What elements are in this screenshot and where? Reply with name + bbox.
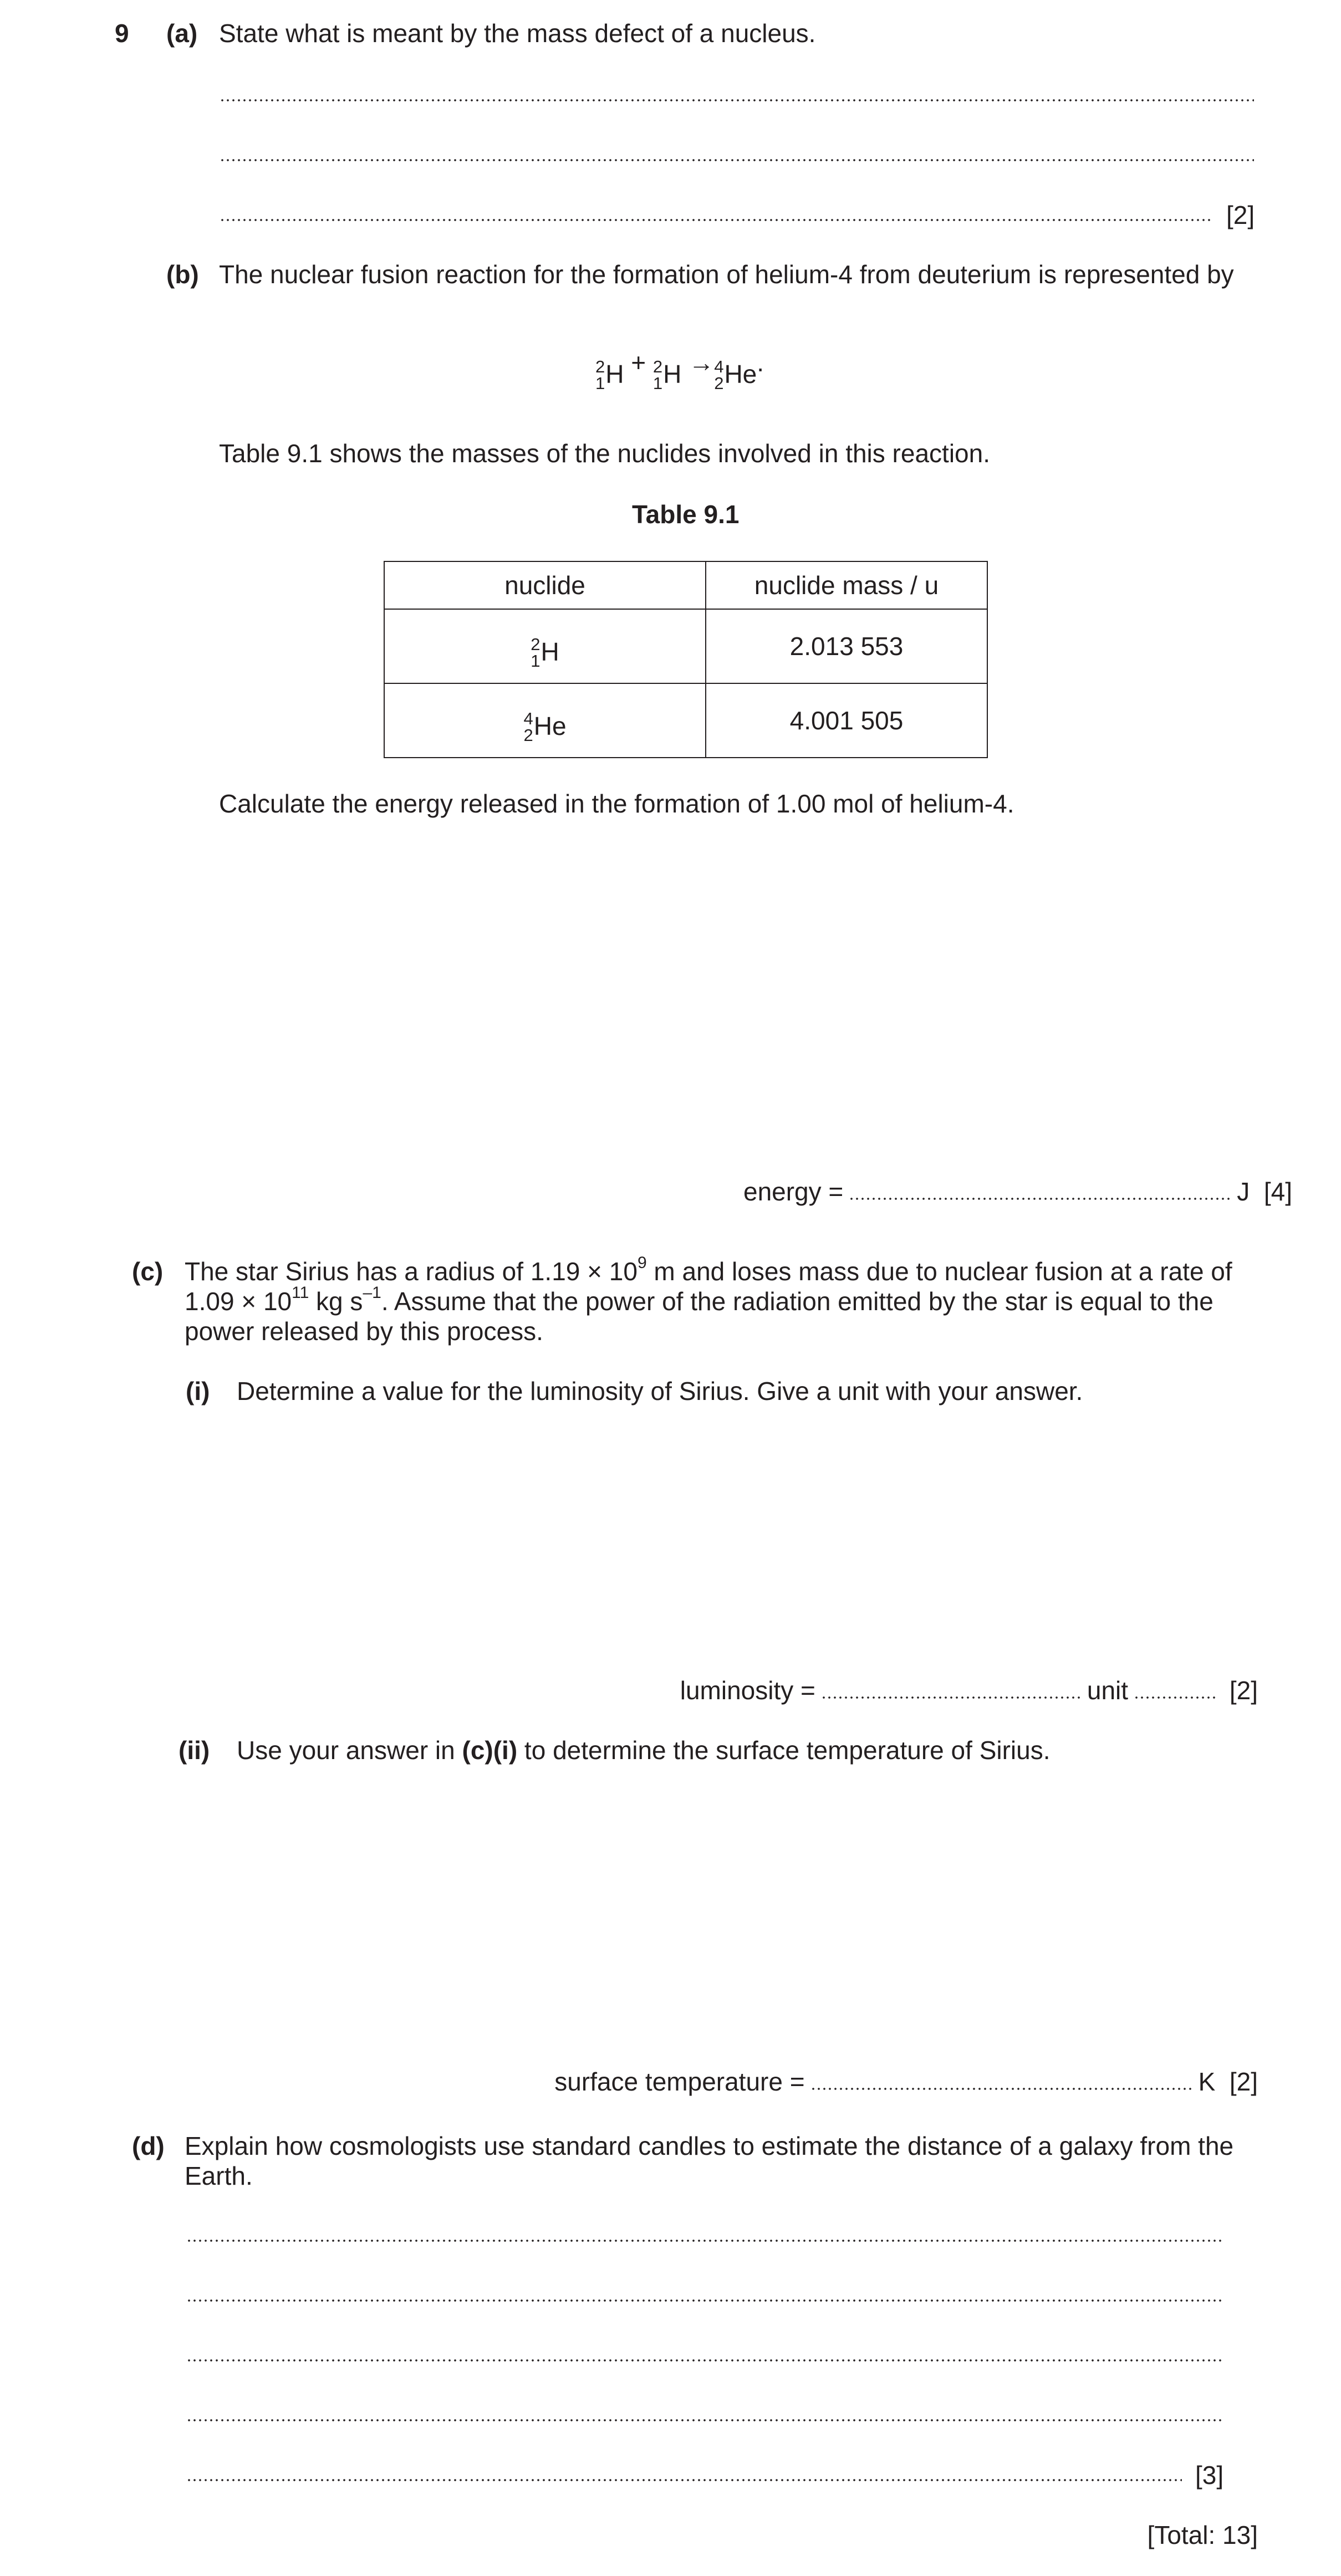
part-cii-label: (ii)	[179, 1736, 210, 1765]
energy-answer-label: energy =	[743, 1177, 844, 1206]
energy-answer-field[interactable]	[849, 1197, 1231, 1200]
part-c-label: (c)	[132, 1257, 164, 1286]
marks-b: [4]	[1263, 1177, 1292, 1206]
nuclide-mass-table	[384, 561, 988, 758]
answer-line-d-1[interactable]	[186, 2239, 1222, 2242]
table-cell-nuclide: 2 1 H	[384, 609, 706, 683]
temperature-answer-row	[554, 2066, 1258, 2097]
table-intro: Table 9.1 shows the masses of the nuclides involved in this reaction.	[219, 439, 990, 468]
table-header-nuclide: nuclide	[384, 561, 706, 609]
energy-unit: J	[1237, 1177, 1250, 1206]
marks-cii: [2]	[1229, 2067, 1258, 2096]
part-b-label: (b)	[166, 260, 199, 289]
part-cii-question: Use your answer in (c)(i) to determine the surface temperature of Sirius.	[237, 1736, 1051, 1765]
answer-line-d-2[interactable]	[186, 2299, 1222, 2302]
part-d-line-1: Explain how cosmologists use standard candles to estimate the distance of a galaxy from the	[185, 2132, 1234, 2160]
question-number: 9	[115, 19, 129, 48]
energy-answer-row	[743, 1176, 1292, 1207]
arrow-icon: →	[689, 348, 715, 377]
marks-ci: [2]	[1229, 1676, 1258, 1705]
table-title: Table 9.1	[632, 500, 740, 529]
part-a-label: (a)	[166, 19, 198, 48]
luminosity-answer-label: luminosity =	[680, 1676, 815, 1705]
temperature-answer-label: surface temperature =	[554, 2067, 805, 2096]
luminosity-answer-field[interactable]	[821, 1696, 1082, 1699]
nuclide-deuterium-2: 2 1 H	[652, 357, 682, 393]
table-row	[384, 683, 987, 758]
part-b-intro: The nuclear fusion reaction for the formation of helium-4 from deuterium is represented by	[219, 260, 1234, 289]
table-cell-mass: 4.001 505	[706, 683, 987, 758]
part-c-line-2: $1.09 \times 10^{11}$ kg $s^{-1}$. Assume that the power of the radiation emitted by the star is equal to the	[185, 1283, 1213, 1316]
part-d-line-2: Earth.	[185, 2161, 253, 2190]
part-c-line-1: The star Sirius has a radius of $1.19 \times 10^9$ m and loses mass due to nuclear fusion at a rate of	[185, 1253, 1232, 1286]
part-a-question: State what is meant by the mass defect of a nucleus.	[219, 19, 816, 48]
answer-line-a-2[interactable]	[220, 159, 1254, 162]
temperature-unit: K	[1198, 2067, 1216, 2096]
answer-line-d-3[interactable]	[186, 2359, 1222, 2362]
answer-line-a-1[interactable]	[220, 99, 1254, 102]
nuclide-helium-4: 4 2 He	[714, 357, 757, 393]
answer-line-a-3[interactable]	[220, 218, 1212, 222]
part-c-line-3: power released by this process.	[185, 1317, 543, 1346]
unit-label: unit	[1087, 1676, 1129, 1705]
marks-d: [3]	[1195, 2461, 1224, 2490]
answer-line-d-4[interactable]	[186, 2419, 1222, 2422]
luminosity-answer-row	[680, 1675, 1258, 1706]
part-d-label: (d)	[132, 2132, 165, 2160]
part-ci-question: Determine a value for the luminosity of Sirius. Give a unit with your answer.	[237, 1377, 1083, 1405]
fusion-equation: 2 1 H + 2 1 H → 4 2 He .	[595, 348, 764, 393]
table-cell-mass: 2.013 553	[706, 609, 987, 683]
answer-line-d-5[interactable]	[186, 2478, 1182, 2482]
nuclide-deuterium-1: 2 1 H	[595, 357, 624, 393]
table-row	[384, 609, 987, 683]
luminosity-unit-field[interactable]	[1134, 1696, 1217, 1699]
part-ci-label: (i)	[186, 1377, 210, 1405]
marks-a: [2]	[1226, 201, 1255, 229]
table-header-mass: nuclide mass / u	[706, 561, 987, 609]
table-cell-nuclide: 4 2 He	[384, 683, 706, 758]
part-b-instruction: Calculate the energy released in the formation of 1.00 mol of helium-4.	[219, 789, 1014, 818]
total-marks: [Total: 13]	[1147, 2521, 1258, 2549]
table-header-row	[384, 561, 987, 609]
plus-sign: +	[631, 348, 646, 377]
temperature-answer-field[interactable]	[810, 2087, 1193, 2091]
